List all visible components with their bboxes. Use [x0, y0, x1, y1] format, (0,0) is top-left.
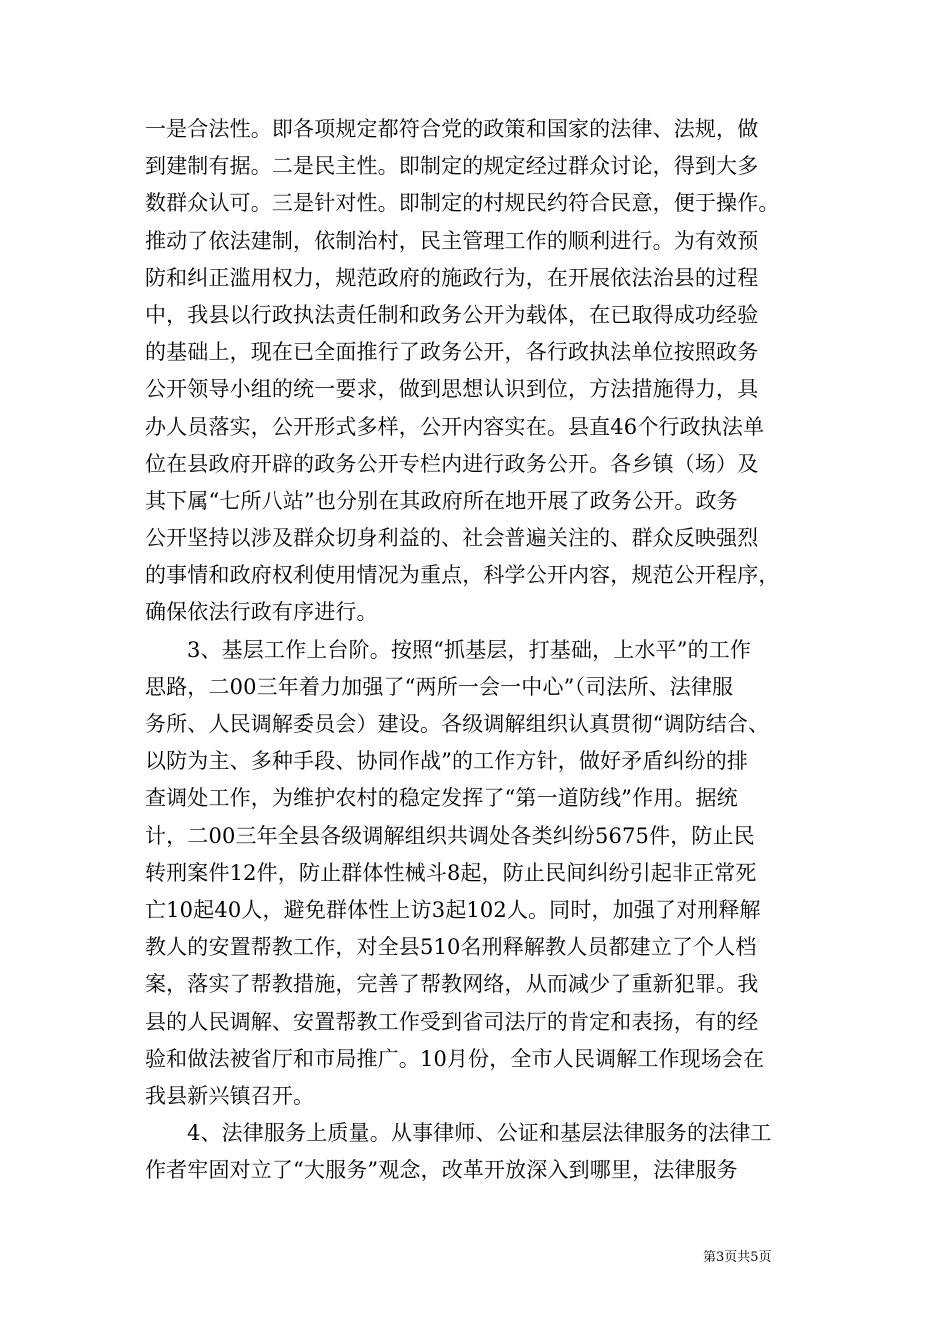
text-line: 案，落实了帮教措施，完善了帮教网络，从而减少了重新犯罪。我 — [145, 972, 759, 997]
text-line: 计，二00三年全县各级调解组织共调处各类纠纷5675件，防止民 — [145, 823, 755, 848]
text-line: 验和做法被省厅和市局推广。10月份，全市人民调解工作现场会在 — [145, 1046, 765, 1071]
document-body — [145, 111, 815, 1189]
text-line: 务所、人民调解委员会）建设。各级调解组织认真贯彻“调防结合、 — [145, 712, 770, 736]
text-line: 数群众认可。三是针对性。即制定的村规民约符合民意，便于操作。 — [145, 191, 780, 216]
text-line: 位在县政府开辟的政务公开专栏内进行政务公开。各乡镇（场）及 — [145, 451, 759, 476]
text-line: 中，我县以行政执法责任制和政务公开为载体，在已取得成功经验 — [145, 302, 759, 327]
text-line: 一是合法性。即各项规定都符合党的政策和国家的法律、法规，做 — [145, 117, 759, 141]
text-line: 县的人民调解、安置帮教工作受到省司法厅的肯定和表扬，有的经 — [145, 1009, 759, 1034]
text-line: 亡10起40人，避免群体性上访3起102人。同时，加强了对刑释解 — [145, 897, 761, 922]
text-line: 办人员落实，公开形式多样，公开内容实在。县直46个行政执法单 — [145, 414, 765, 439]
text-line: 的基础上，现在已全面推行了政务公开，各行政执法单位按照政务 — [145, 340, 759, 365]
text-line: 查调处工作，为维护农村的稳定发挥了“第一道防线”作用。据统 — [145, 786, 738, 811]
paragraph-start-line: 3、基层工作上台阶。按照“抓基层，打基础，上水平”的工作 — [187, 637, 752, 662]
page-number: 第3页共5页 — [703, 1250, 772, 1265]
text-line: 确保依法行政有序进行。 — [145, 600, 378, 625]
text-line: 防和纠正滥用权力，规范政府的施政行为，在开展依法治县的过程 — [145, 265, 759, 290]
text-line: 其下属“七所八站”也分别在其政府所在地开展了政务公开。政务 — [145, 488, 738, 513]
text-line: 我县新兴镇召开。 — [145, 1083, 315, 1108]
paragraph-start-line: 4、法律服务上质量。从事律师、公证和基层法律服务的法律工 — [187, 1121, 772, 1146]
text-line: 到建制有据。二是民主性。即制定的规定经过群众讨论，得到大多 — [145, 154, 759, 179]
text-line: 教人的安置帮教工作，对全县510名刑释解教人员都建立了个人档 — [145, 935, 757, 960]
text-line: 公开坚持以涉及群众切身利益的、社会普遍关注的、群众反映强烈 — [145, 526, 759, 551]
text-line: 作者牢固对立了“大服务”观念，改革开放深入到哪里，法律服务 — [145, 1158, 738, 1183]
text-line: 推动了依法建制，依制治村，民主管理工作的顺利进行。为有效预 — [145, 228, 759, 253]
text-line: 公开领导小组的统一要求，做到思想认识到位，方法措施得力，具 — [145, 377, 759, 402]
text-line: 思路，二00三年着力加强了“两所一会一中心”（司法所、法律服 — [145, 674, 734, 699]
text-line: 的事情和政府权利使用情况为重点，科学公开内容，规范公开程序， — [145, 563, 780, 588]
text-line: 以防为主、多种手段、协同作战”的工作方针，做好矛盾纠纷的排 — [145, 749, 749, 774]
text-line: 转刑案件12件，防止群体性械斗8起，防止民间纠纷引起非正常死 — [145, 860, 757, 885]
